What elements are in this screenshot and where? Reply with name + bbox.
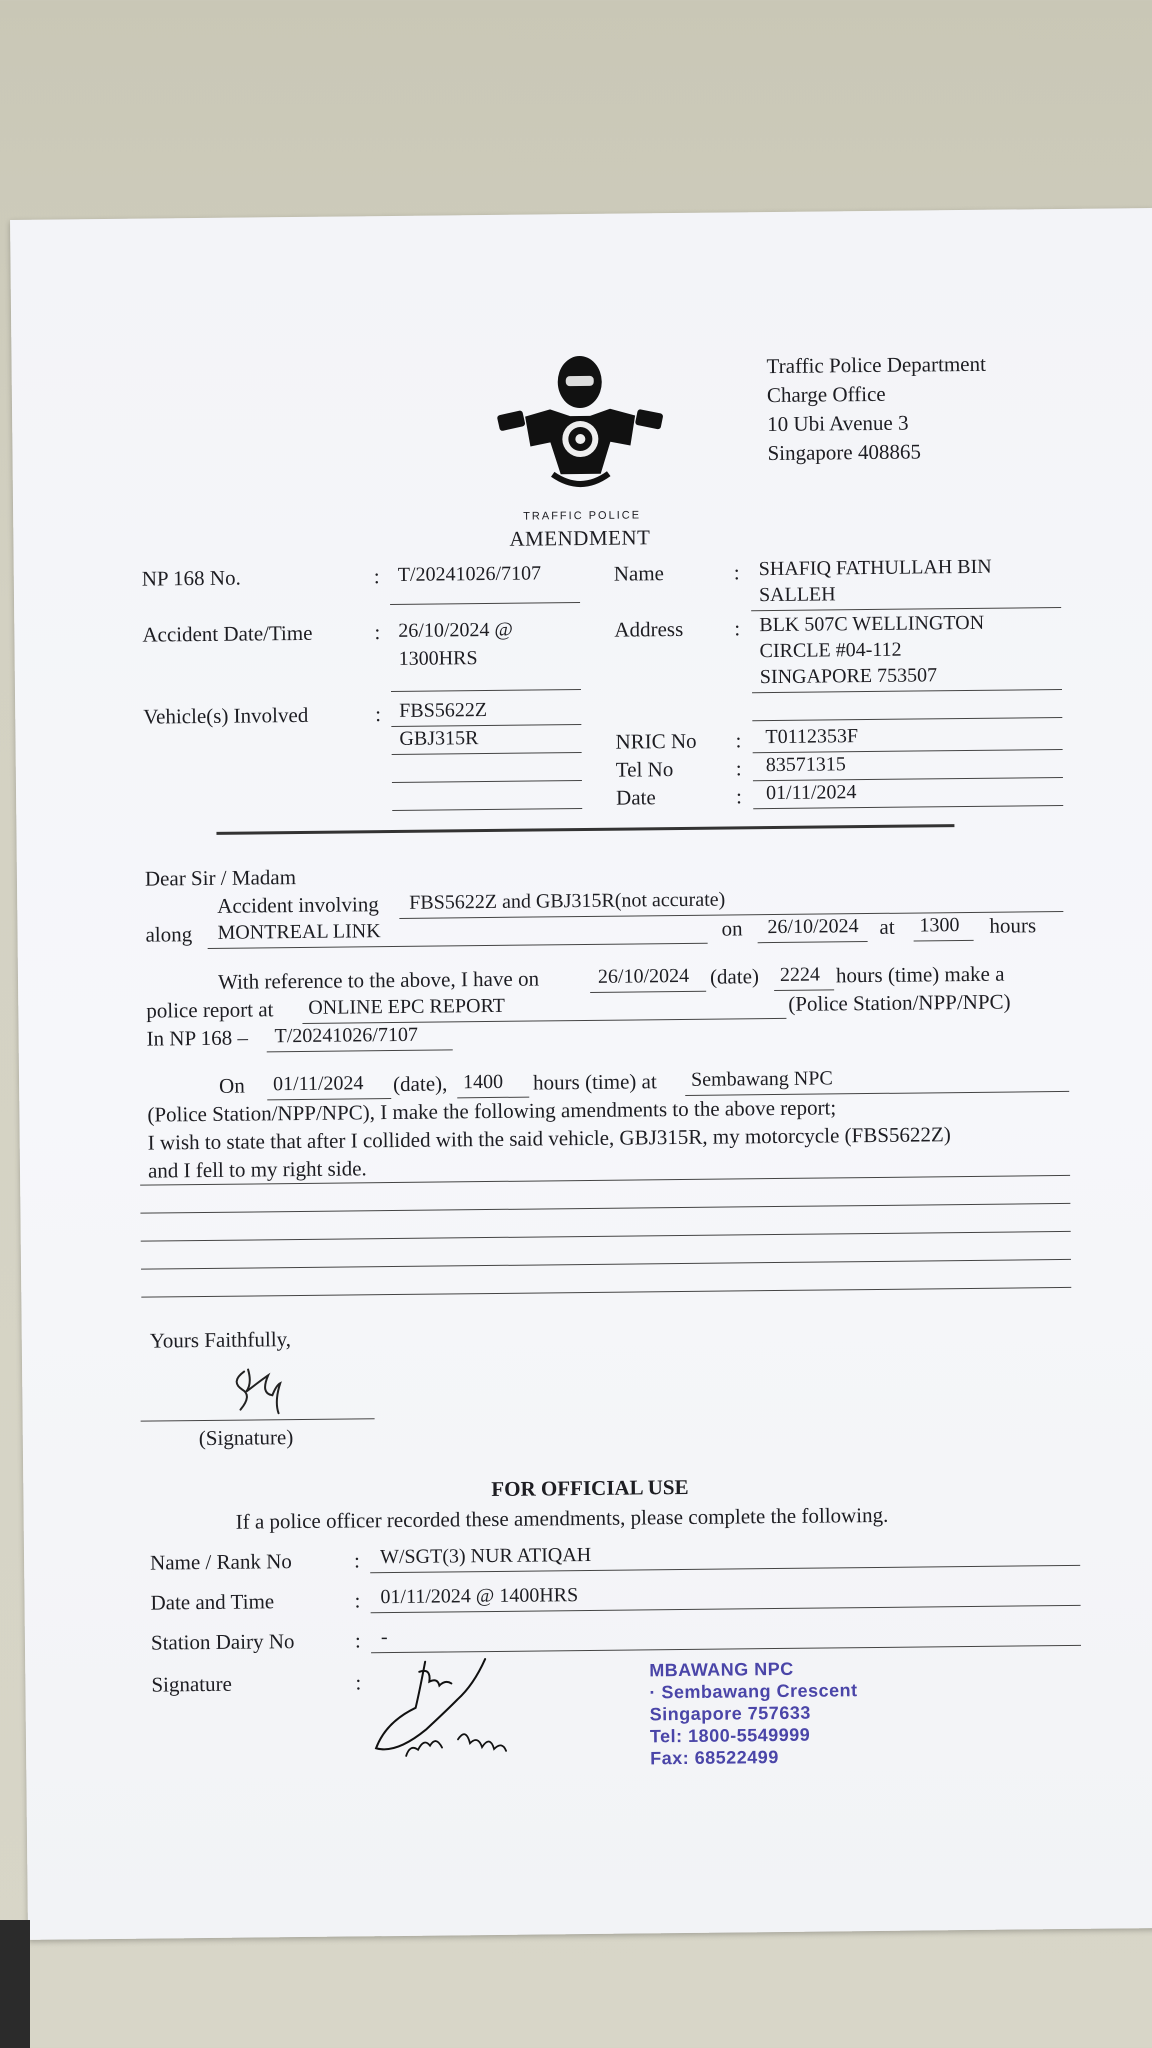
amendment-underline-5 xyxy=(141,1287,1071,1298)
official-use-title: FOR OFFICIAL USE xyxy=(491,1474,689,1502)
tel-underline xyxy=(753,777,1063,781)
reference-time-label: hours (time) make a xyxy=(835,961,1005,988)
name-rank-value: W/SGT(3) NUR ATIQAH xyxy=(379,1543,592,1569)
stamp-line-4: Tel: 1800-5549999 xyxy=(649,1724,811,1747)
vehicle-4-underline xyxy=(392,808,582,811)
address-underline-2 xyxy=(752,717,1062,721)
colon: : xyxy=(353,1548,361,1573)
station-dairy-value: - xyxy=(380,1626,388,1649)
report-value: ONLINE EPC REPORT xyxy=(308,994,505,1019)
colon: : xyxy=(735,784,743,809)
nric-underline xyxy=(753,749,1063,753)
colon: : xyxy=(355,1670,362,1695)
vehicle-2-value: GBJ315R xyxy=(399,727,479,750)
official-instruction: If a police officer recorded these amendments, please complete the following. xyxy=(235,1502,889,1534)
name-rank-label: Name / Rank No xyxy=(149,1549,292,1575)
amendment-underline-2 xyxy=(140,1203,1070,1214)
on-date-underline xyxy=(758,941,868,943)
address-line-1: BLK 507C WELLINGTON xyxy=(759,611,985,637)
colon: : xyxy=(375,702,382,727)
closing: Yours Faithfully, xyxy=(149,1327,292,1353)
department-address xyxy=(766,350,986,468)
tel-label: Tel No xyxy=(615,757,674,782)
dept-line-3: 10 Ubi Avenue 3 xyxy=(767,410,909,437)
official-signature-label: Signature xyxy=(151,1671,232,1697)
salutation: Dear Sir / Madam xyxy=(144,865,297,891)
along-value: MONTREAL LINK xyxy=(217,920,381,944)
hours-label: hours xyxy=(989,913,1037,938)
colon: : xyxy=(354,1628,361,1653)
accident-date-value: 26/10/2024 @ xyxy=(398,618,513,642)
colon: : xyxy=(735,756,742,781)
np-168-prefix: In NP 168 – xyxy=(146,1025,249,1051)
official-date-time-label: Date and Time xyxy=(150,1589,275,1615)
involving-value: FBS5622Z and GBJ315R(not accurate) xyxy=(409,888,726,914)
colon: : xyxy=(735,728,742,753)
amendment-line-2: and I fell to my right side. xyxy=(147,1156,367,1183)
address-label: Address xyxy=(614,616,684,642)
accident-datetime-label: Accident Date/Time xyxy=(142,620,313,647)
traffic-police-logo-icon xyxy=(489,353,671,515)
reference-time-value: 2224 xyxy=(779,963,821,986)
name-label: Name xyxy=(613,561,665,586)
tel-value: 83571315 xyxy=(765,753,846,777)
amend-date-label: (date), xyxy=(392,1071,448,1097)
dept-line-1: Traffic Police Department xyxy=(766,351,986,379)
on-label: on xyxy=(721,916,743,941)
at-label: at xyxy=(879,914,895,939)
at-time-underline xyxy=(914,940,974,942)
name-value-line-2: SALLEH xyxy=(758,583,836,607)
amend-date-value: 01/11/2024 xyxy=(272,1072,364,1096)
reference-date-label: (date) xyxy=(709,964,760,989)
colon: : xyxy=(374,620,381,645)
np-168-letter-value: T/20241026/7107 xyxy=(274,1023,419,1048)
date-underline xyxy=(753,805,1063,809)
amendment-underline-4 xyxy=(141,1259,1071,1270)
colon: : xyxy=(734,616,741,641)
address-underline-1 xyxy=(752,689,1062,693)
station-line: (Police Station/NPP/NPC), I make the following amendments to the above report; xyxy=(147,1095,837,1127)
official-date-time-value: 01/11/2024 @ 1400HRS xyxy=(380,1584,579,1609)
np-168-letter-underline xyxy=(267,1049,453,1052)
name-value-line-1: SHAFIQ FATHULLAH BIN xyxy=(758,555,992,581)
vehicles-involved-label: Vehicle(s) Involved xyxy=(143,702,309,729)
stamp-line-1: MBAWANG NPC xyxy=(649,1658,794,1681)
applicant-signature-icon xyxy=(222,1361,303,1420)
np-168-value: T/20241026/7107 xyxy=(397,562,542,586)
amend-station-value: Sembawang NPC xyxy=(690,1067,833,1091)
nric-label: NRIC No xyxy=(615,728,697,754)
on-date-value: 26/10/2024 xyxy=(767,915,859,939)
address-line-3: SINGAPORE 753507 xyxy=(759,664,938,689)
station-dairy-label: Station Dairy No xyxy=(150,1629,295,1655)
reference-date-value: 26/10/2024 xyxy=(597,964,690,988)
dept-line-4: Singapore 408865 xyxy=(767,439,922,466)
applicant-signature-line xyxy=(141,1418,375,1421)
np-168-label: NP 168 No. xyxy=(141,565,241,591)
amend-time-label: hours (time) at xyxy=(532,1069,657,1095)
amendment-line-1: I wish to state that after I collided with the said vehicle, GBJ315R, my motorcycle (FBS5622Z) xyxy=(147,1122,951,1155)
amendment-form-paper xyxy=(10,208,1152,1940)
accident-time-value: 1300HRS xyxy=(398,647,478,670)
report-suffix: (Police Station/NPP/NPC) xyxy=(788,989,1011,1016)
officer-signature-icon xyxy=(365,1651,536,1769)
nric-value: T0112353F xyxy=(765,725,859,749)
form-title: AMENDMENT xyxy=(509,525,651,551)
at-time-value: 1300 xyxy=(919,914,960,937)
background-shadow xyxy=(0,1920,30,2048)
vehicle-1-value: FBS5622Z xyxy=(399,699,488,722)
amendment-underline-3 xyxy=(141,1231,1071,1242)
accident-underline xyxy=(391,689,581,692)
colon: : xyxy=(354,1588,361,1613)
np-value-underline xyxy=(390,602,580,605)
name-underline xyxy=(751,607,1061,611)
date-label: Date xyxy=(615,785,656,810)
date-value: 01/11/2024 xyxy=(765,781,857,805)
logo-caption: TRAFFIC POLICE xyxy=(523,509,642,523)
reference-date-underline xyxy=(590,991,706,993)
involving-prefix: Accident involving xyxy=(217,892,379,918)
stamp-line-5: Fax: 68522499 xyxy=(650,1747,779,1769)
signature-caption: (Signature) xyxy=(198,1425,294,1451)
along-label: along xyxy=(145,922,193,947)
dept-line-2: Charge Office xyxy=(766,381,886,408)
reference-text: With reference to the above, I have on xyxy=(217,966,540,994)
stamp-line-2: · Sembawang Crescent xyxy=(649,1680,858,1703)
header-divider xyxy=(216,824,954,835)
amend-station-underline xyxy=(685,1091,1069,1096)
vehicle-1-underline xyxy=(391,724,581,727)
address-line-2: CIRCLE #04-112 xyxy=(759,638,902,663)
vehicle-3-underline xyxy=(392,780,582,783)
report-prefix: police report at xyxy=(146,997,274,1023)
station-stamp xyxy=(649,1657,858,1769)
colon: : xyxy=(373,564,380,589)
colon: : xyxy=(733,560,740,585)
vehicle-2-underline xyxy=(392,752,582,755)
amend-time-value: 1400 xyxy=(462,1070,504,1094)
on-amend-label: On xyxy=(218,1073,245,1098)
stamp-line-3: Singapore 757633 xyxy=(649,1702,811,1725)
